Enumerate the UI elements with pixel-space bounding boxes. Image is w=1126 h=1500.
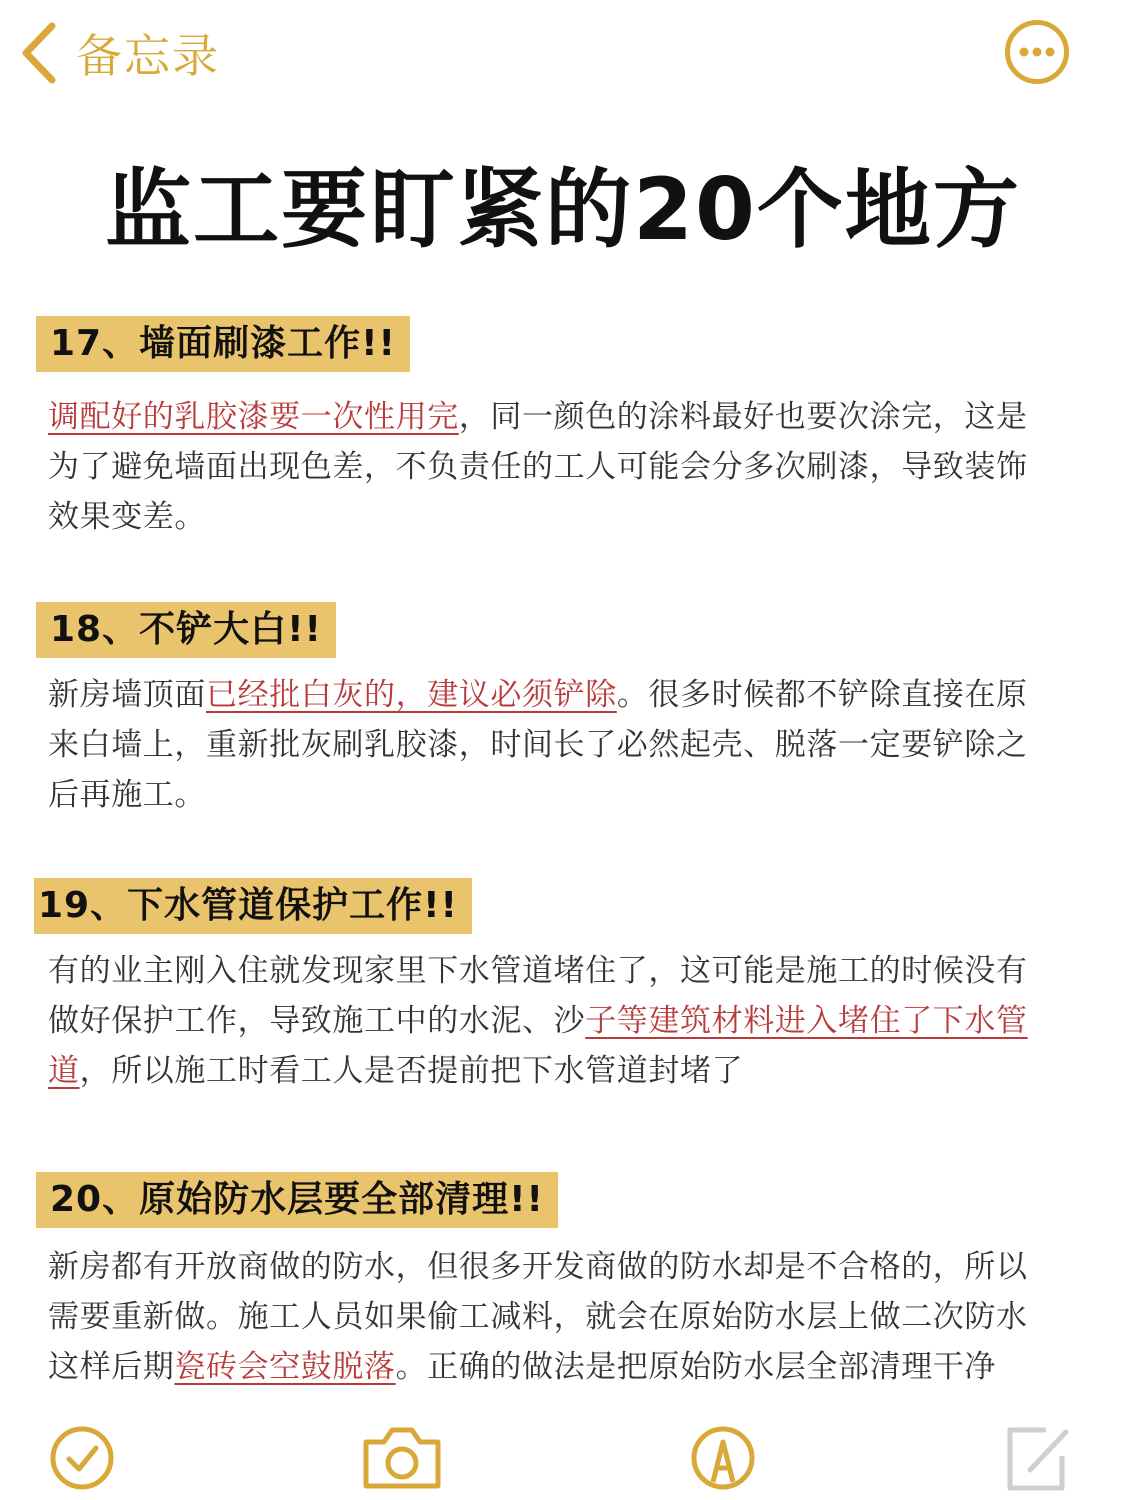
markup-button[interactable] [686,1422,766,1494]
compose-icon [1000,1422,1080,1494]
page-title: 监工要盯紧的20个地方 [105,160,1021,260]
back-button[interactable] [18,18,220,88]
body-text: 。正确的做法是把原始防水层全部清理干净 [395,1349,997,1385]
camera-icon [360,1422,444,1494]
body-text: 新房墙顶面 [48,677,206,713]
body-text: ，同一颜色的涂料最好也要次涂完，这是为了避免墙面出现色差，不负责任的工人可能会分多次刷漆，导致装饰效果变差。 [48,399,1028,535]
more-options-button[interactable] [1004,19,1070,85]
section-heading-17: 17、墙面刷漆工作!! [36,316,410,372]
checklist-button[interactable] [44,1422,124,1494]
body-text: 有的业主刚入住就发现家里下水管道堵住了，这可能是施工的时候没有做好保护工作，导致施工中的水泥、沙 [48,953,1028,1039]
section-body-18 [48,670,1048,820]
compose-button[interactable] [1000,1422,1080,1494]
markup-pen-icon [686,1422,766,1494]
checklist-icon [44,1422,124,1494]
body-text: 。很多时候都不铲除直接在原来白墙上，重新批灰刷乳胶漆，时间长了必然起壳、脱落一定要铲除之后再施工。 [48,677,1028,813]
section-body-20 [48,1242,1048,1392]
highlight-text: 调配好的乳胶漆要一次性用完 [48,399,459,435]
section-body-19 [48,946,1048,1096]
back-label: 备忘录 [76,29,220,83]
navigation-bar [0,0,1126,110]
camera-button[interactable] [360,1422,444,1494]
chevron-left-icon [18,22,58,84]
highlight-text: 子等建筑材料进入堵住了下水管道 [48,1003,1028,1089]
body-text: 新房都有开放商做的防水，但很多开发商做的防水却是不合格的，所以需要重新做。施工人员如果偷工减料，就会在原始防水层上做二次防水这样后期 [48,1249,1028,1385]
ellipsis-circle-icon [1004,19,1070,85]
section-body-17 [48,392,1048,542]
section-heading-20: 20、原始防水层要全部清理!! [36,1172,558,1228]
highlight-text: 瓷砖会空鼓脱落 [174,1349,396,1385]
section-heading-18: 18、不铲大白!! [36,602,336,658]
body-text: ，所以施工时看工人是否提前把下水管道封堵了 [79,1053,744,1089]
highlight-text: 已经批白灰的，建议必须铲除 [206,677,617,713]
section-heading-19: 19、下水管道保护工作!! [34,878,472,934]
